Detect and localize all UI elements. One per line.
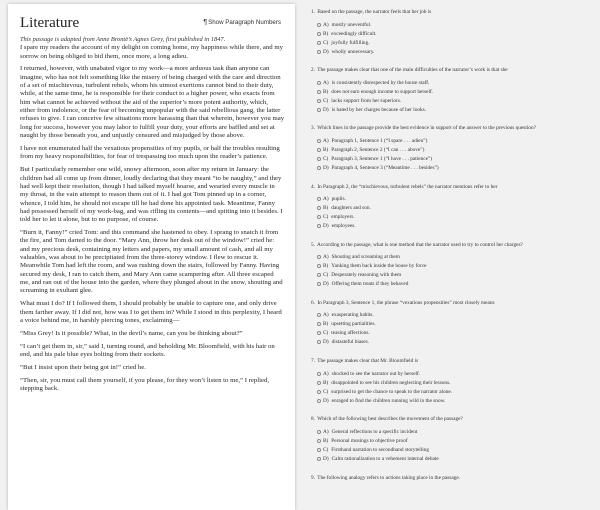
choice-text: distasteful biases. <box>331 339 369 346</box>
passage-paragraph: “I can’t get them in, sir,” said I, turning round, and beholding Mr. Bloomfield, with his hair on end, and his pale blue eyes bolting from their sockets. <box>20 342 275 359</box>
choice-letter: A) <box>323 137 329 144</box>
question-stem <box>311 300 600 307</box>
radio-button-icon[interactable] <box>317 331 321 335</box>
choice-letter: B) <box>323 88 329 95</box>
choice-letter: B) <box>323 379 329 386</box>
pilcrow-icon: ¶ <box>203 19 208 26</box>
choice-text: Personal musings to objective proof <box>331 437 408 444</box>
question <box>311 300 600 347</box>
answer-choice[interactable] <box>317 38 600 47</box>
question-number: 5. <box>311 241 315 248</box>
choice-text: upsetting partialities. <box>331 321 376 328</box>
radio-button-icon[interactable] <box>317 448 321 452</box>
passage-paragraph: “Burn it, Fanny!” cried Tom: and this command she hastened to obey. I sprang to snatch it from the fire, and Tom darted to the door. “Mary Ann, throw her desk out of the window!” cried he: and my precious desk, containing my letters and papers, my small amount of cash, and all my valuables, was about to be precipitated from the three-storey window. I flew to rescue it. Meanwhile Tom had left the room, and was rushing down the stairs, followed by Fanny. Having secured my desk, I ran to catch them, and Mary Ann came scampering after. All three escaped me, and ran out of the house into the garden, where they plunged about in the snow, shouting and screaming in exultant glee. <box>20 229 283 295</box>
choice-text: employers. <box>331 214 355 221</box>
answer-choice[interactable] <box>317 320 600 329</box>
choice-letter: A) <box>323 428 329 435</box>
answer-choice[interactable] <box>317 145 600 154</box>
choice-text: Firsthand narration to secondhand storytelling <box>331 446 429 453</box>
choice-letter: B) <box>323 263 329 270</box>
answer-choice[interactable] <box>317 96 600 105</box>
choice-letter: C) <box>323 155 329 162</box>
question <box>311 242 600 289</box>
choice-text: lacks support from her superiors. <box>331 97 402 104</box>
choice-letter: D) <box>323 397 329 404</box>
answer-choice[interactable] <box>317 280 600 289</box>
answer-choice[interactable] <box>317 195 600 204</box>
radio-button-icon[interactable] <box>317 313 321 317</box>
question-number: 2. <box>311 67 315 74</box>
choice-text: shocked to see the narrator out by herself. <box>331 370 421 377</box>
question-text: In Paragraph 3, Sentence 1, the phrase “vexatious propensities” most closely means <box>317 299 495 306</box>
question-text: The passage makes clear that one of the main difficulties of the narrator’s work is that she <box>317 67 508 74</box>
radio-button-icon[interactable] <box>317 206 321 210</box>
answer-choice[interactable] <box>317 427 600 436</box>
answer-choice[interactable] <box>317 378 600 387</box>
answer-choice[interactable] <box>317 262 600 271</box>
choice-letter: D) <box>323 281 329 288</box>
choice-text: Paragraph 1, Sentence 1 (“I spare . . . adieu”) <box>331 137 428 144</box>
question-number: 7. <box>311 358 315 365</box>
answer-choice[interactable] <box>317 20 600 29</box>
question-number: 4. <box>311 183 315 190</box>
radio-button-icon[interactable] <box>317 50 321 54</box>
question <box>311 67 600 114</box>
question-number: 8. <box>311 416 315 423</box>
radio-button-icon[interactable] <box>317 439 321 443</box>
answer-choice[interactable] <box>317 369 600 378</box>
question-text: According to the passage, what is one method that the narrator used to try to control her charges? <box>317 241 523 248</box>
passage-panel <box>8 4 295 510</box>
passage-intro: This passage is adapted from Anne Brontë’s Agnes Grey, first published in 1847. <box>20 36 226 43</box>
radio-button-icon[interactable] <box>317 282 321 286</box>
answer-choice[interactable] <box>317 253 600 262</box>
choice-text: teasing affections. <box>331 330 370 337</box>
passage-paragraph: I have not enumerated half the vexatious propensities of my pupils, or half the troubles resulting from my heavy responsibilities, for fear of trespassing too much upon the reader’s patience. <box>20 145 280 161</box>
question <box>311 358 600 405</box>
radio-button-icon[interactable] <box>317 23 321 27</box>
question-text: The following analogy refers to actions taking place in the passage. <box>317 474 461 481</box>
answer-choice[interactable] <box>317 47 600 56</box>
radio-button-icon[interactable] <box>317 108 321 112</box>
question-stem <box>311 416 600 423</box>
radio-button-icon[interactable] <box>317 81 321 85</box>
choice-text: General reflections to a specific incident <box>331 428 418 435</box>
answer-choice[interactable] <box>317 311 600 320</box>
choice-letter: A) <box>323 21 329 28</box>
radio-button-icon[interactable] <box>317 224 321 228</box>
choice-letter: D) <box>323 106 329 113</box>
radio-button-icon[interactable] <box>317 273 321 277</box>
choice-text: enraged to find the children running wild in the snow. <box>331 397 446 404</box>
question-number: 9. <box>311 474 315 481</box>
show-paragraph-numbers-toggle[interactable] <box>203 19 281 26</box>
radio-button-icon[interactable] <box>317 215 321 219</box>
choice-text: Paragraph 2, Sentence 2 (“I can . . . above”) <box>331 146 425 153</box>
radio-button-icon[interactable] <box>317 148 321 152</box>
choice-text: Desperately reasoning with them <box>331 272 402 279</box>
passage-paragraph: “But I insist upon their being got in!” cried he. <box>20 364 146 372</box>
choice-letter: D) <box>323 164 329 171</box>
choice-letter: A) <box>323 312 329 319</box>
question <box>311 125 600 172</box>
choice-text: pupils. <box>331 196 346 203</box>
choice-letter: C) <box>323 97 329 104</box>
answer-choice[interactable] <box>317 78 600 87</box>
answer-choice[interactable] <box>317 136 600 145</box>
choice-text: Calm rationalization to a vehement internal debate <box>331 455 439 462</box>
answer-choice[interactable] <box>317 436 600 445</box>
choice-letter: D) <box>323 339 329 346</box>
question-stem <box>311 67 600 74</box>
answer-choice[interactable] <box>317 271 600 280</box>
answer-choice[interactable] <box>317 387 600 396</box>
question-stem <box>311 242 600 249</box>
answer-choice[interactable] <box>317 163 600 172</box>
radio-button-icon[interactable] <box>317 32 321 36</box>
passage-header <box>20 12 285 32</box>
choice-letter: D) <box>323 48 329 55</box>
choice-text: disappointed to see his children neglecting their lessons. <box>331 379 451 386</box>
question-stem <box>311 9 600 16</box>
choice-letter: C) <box>323 330 329 337</box>
question <box>311 416 600 463</box>
question-stem <box>311 184 600 191</box>
answer-choice[interactable] <box>317 154 600 163</box>
answer-choice[interactable] <box>317 87 600 96</box>
choice-text: Paragraph 3, Sentence 1 (“I have . . . patience”) <box>331 155 433 162</box>
choice-text: is consistently disrespected by the house staff. <box>331 79 430 86</box>
choice-text: wholly unnecessary. <box>331 48 375 55</box>
answer-choice[interactable] <box>317 329 600 338</box>
radio-button-icon[interactable] <box>317 41 321 45</box>
choice-letter: B) <box>323 205 329 212</box>
choice-letter: C) <box>323 39 329 46</box>
question-text: The passage makes clear that Mr. Bloomfield is <box>317 358 419 365</box>
radio-button-icon[interactable] <box>317 166 321 170</box>
choice-letter: B) <box>323 146 329 153</box>
radio-button-icon[interactable] <box>317 381 321 385</box>
question <box>311 184 600 231</box>
choice-text: daughters and son. <box>331 205 371 212</box>
answer-choice[interactable] <box>317 454 600 463</box>
radio-button-icon[interactable] <box>317 457 321 461</box>
choice-letter: A) <box>323 79 329 86</box>
choice-text: Shouting and screaming at them <box>331 254 400 261</box>
passage-paragraph: “Miss Grey! Is it possible? What, in the devil’s name, can you be thinking about?” <box>20 329 243 337</box>
question-text: Based on the passage, the narrator feels that her job is <box>317 9 432 15</box>
radio-button-icon[interactable] <box>317 157 321 161</box>
choice-text: exceedingly difficult. <box>331 30 377 37</box>
question <box>311 475 600 482</box>
choice-letter: A) <box>323 370 329 377</box>
show-paragraph-numbers-label: Show Paragraph Numbers <box>208 19 281 26</box>
question <box>311 9 600 56</box>
answer-choice[interactable] <box>317 213 600 222</box>
passage-paragraph: I spare my readers the account of my delight on coming home, my happiness while there, and my sorrow on being obliged to bid them, once more, a long adieu. <box>20 44 283 60</box>
choice-text: is hated by her charges because of her looks. <box>331 106 427 113</box>
radio-button-icon[interactable] <box>317 90 321 94</box>
passage-paragraph: “Then, sir, you must call them yourself, if you please, for they won’t listen to me,” I replied, stepping back. <box>20 377 270 393</box>
answer-choice[interactable] <box>317 105 600 114</box>
answer-choice[interactable] <box>317 445 600 454</box>
answer-choice[interactable] <box>317 338 600 347</box>
question-number: 1. <box>311 9 315 15</box>
choice-letter: C) <box>323 272 329 279</box>
radio-button-icon[interactable] <box>317 255 321 259</box>
radio-button-icon[interactable] <box>317 197 321 201</box>
passage-body <box>20 44 285 393</box>
radio-button-icon[interactable] <box>317 340 321 344</box>
choice-text: Offering them treats if they behaved <box>331 281 409 288</box>
choice-letter: C) <box>323 446 329 453</box>
question-text: Which of the following best describes the movement of the passage? <box>317 416 463 423</box>
choice-letter: B) <box>323 321 329 328</box>
question-stem <box>311 475 600 482</box>
question-text: Which lines in the passage provide the best evidence in support of the answer to the previous question? <box>317 125 536 132</box>
choice-text: surprised to get the chance to speak to the narrator alone. <box>331 388 453 395</box>
radio-button-icon[interactable] <box>317 390 321 394</box>
radio-button-icon[interactable] <box>317 264 321 268</box>
radio-button-icon[interactable] <box>317 399 321 403</box>
radio-button-icon[interactable] <box>317 99 321 103</box>
radio-button-icon[interactable] <box>317 372 321 376</box>
passage-paragraph: What must I do? If I followed them, I should probably be unable to capture one, and only drive them farther away. If I did not, how was I to get them in? While I stood in this perplexity, I heard a voice behind me, in harshly piercing tones, exclaiming— <box>20 300 282 325</box>
question-stem <box>311 125 600 132</box>
choice-letter: B) <box>323 30 329 37</box>
choice-letter: A) <box>323 196 329 203</box>
question-stem <box>311 358 600 365</box>
choice-text: Yanking them back inside the house by force <box>331 263 427 270</box>
choice-text: mostly uneventful. <box>331 21 372 28</box>
answer-choice[interactable] <box>317 204 600 213</box>
radio-button-icon[interactable] <box>317 430 321 434</box>
choice-letter: C) <box>323 388 329 395</box>
choice-letter: A) <box>323 254 329 261</box>
passage-paragraph: But I particularly remember one wild, snowy afternoon, soon after my return in January: the children had all come up from dinner, loudly declaring that they meant “to be naughty,” and they had well kept their resolution, though I had talked myself hoarse, and wearied every muscle in my throat, in the vain attempt to reason them out of it. I had got Tom pinned up in a corner, whence, I told him, he should not escape till he had done his appointed task. Meantime, Fanny had possessed herself of my work-bag, and was rifling its contents—and spitting into it besides. I told her to let it alone, but to no purpose, of course. <box>20 166 283 224</box>
choice-text: does not earn enough income to support herself. <box>331 88 434 95</box>
choice-letter: C) <box>323 214 329 221</box>
question-text: In Paragraph 2, the “mischievous, turbulent rebels” the narrator mentions refer to her <box>317 183 498 190</box>
choice-text: exasperating habits. <box>331 312 374 319</box>
passage-title: Literature <box>20 15 80 31</box>
answer-choice[interactable] <box>317 396 600 405</box>
passage-paragraph: I returned, however, with unabated vigor to my work—a more arduous task than anyone can imagine, who has not felt something like the misery of being charged with the care and direction of a set of mischievous, turbulent rebels, whom his utmost exertions cannot bind to their duty, while, at the same time, he is responsible for their conduct to a higher power, who exacts from him what cannot be achieved without the aid of the superior’s more potent authority, which, either from indolence, or the fear of becoming unpopular with the said rebellious gang, the latter refuses to give. I can conceive few situations more harassing than that wherein, however you may long for success, however you may labor to fulfill your duty, your efforts are baffled and set at naught by those beneath you, and unjustly censured and misjudged by those above. <box>20 65 285 140</box>
choice-text: joyfully fulfilling. <box>331 39 370 46</box>
choice-letter: B) <box>323 437 329 444</box>
choice-letter: D) <box>323 223 329 230</box>
answer-choice[interactable] <box>317 29 600 38</box>
choice-letter: D) <box>323 455 329 462</box>
answer-choice[interactable] <box>317 222 600 231</box>
question-number: 3. <box>311 125 315 132</box>
choice-text: employees. <box>331 223 356 230</box>
choice-text: Paragraph 4, Sentence 3 (“Meantime . . . besides”) <box>331 164 439 171</box>
question-number: 6. <box>311 299 315 306</box>
radio-button-icon[interactable] <box>317 322 321 326</box>
radio-button-icon[interactable] <box>317 139 321 143</box>
questions-panel <box>303 0 600 510</box>
